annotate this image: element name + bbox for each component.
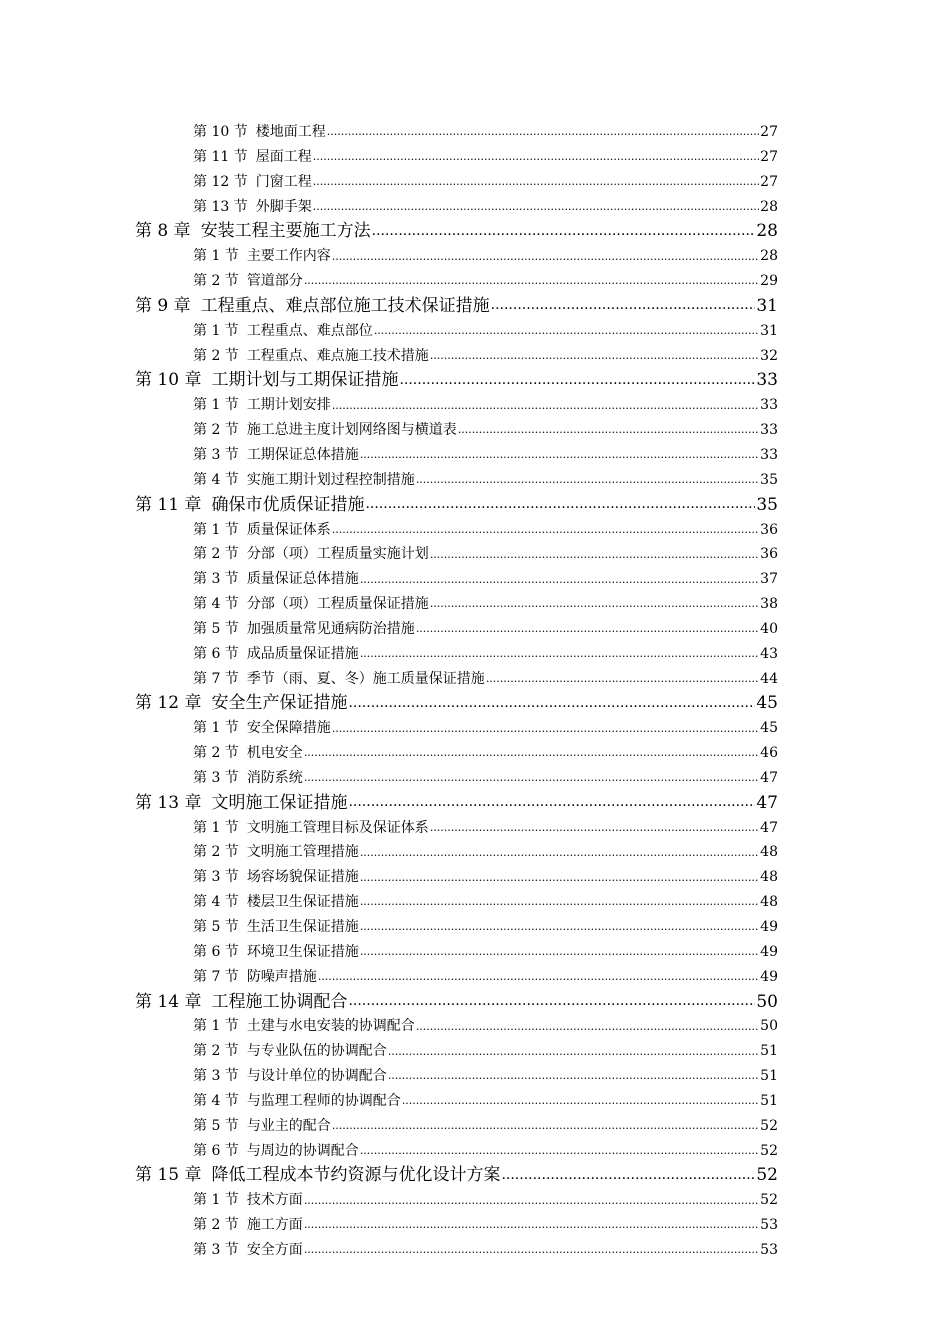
toc-entry-page-number: 48 bbox=[760, 894, 778, 911]
toc-chapter-entry[interactable] bbox=[0, 691, 778, 716]
dot-leader bbox=[313, 197, 759, 211]
toc-entry-title: 土建与水电安装的协调配合 bbox=[246, 1018, 415, 1035]
dot-leader bbox=[318, 967, 759, 981]
dot-leader bbox=[416, 619, 759, 633]
toc-section-entry[interactable] bbox=[0, 890, 778, 915]
toc-entry-title: 降低工程成本节约资源与优化设计方案 bbox=[211, 1165, 501, 1186]
toc-entry-number: 第 1 节 bbox=[193, 1192, 239, 1209]
dot-leader bbox=[304, 1240, 759, 1254]
toc-entry-title: 环境卫生保证措施 bbox=[246, 943, 359, 960]
toc-entry-title: 施工总进主度计划网络图与横道表 bbox=[246, 422, 457, 439]
toc-section-entry[interactable] bbox=[0, 418, 778, 443]
dot-leader bbox=[360, 942, 759, 956]
toc-entry-number: 第 2 节 bbox=[193, 745, 239, 762]
toc-entry-title: 安全生产保证措施 bbox=[211, 693, 348, 714]
dot-leader bbox=[332, 395, 759, 409]
toc-entry-number: 第 1 节 bbox=[193, 1018, 239, 1035]
toc-section-entry[interactable] bbox=[0, 567, 778, 592]
dot-leader bbox=[360, 867, 759, 881]
toc-entry-title: 工程重点、难点部位施工技术保证措施 bbox=[200, 295, 490, 316]
toc-entry-title: 安全方面 bbox=[246, 1241, 303, 1258]
toc-entry-number: 第 3 节 bbox=[193, 769, 239, 786]
dot-leader bbox=[360, 917, 759, 931]
dot-leader bbox=[360, 1141, 759, 1155]
toc-section-entry[interactable] bbox=[0, 915, 778, 940]
toc-entry-number: 第 13 节 bbox=[193, 198, 248, 215]
toc-entry-number: 第 6 节 bbox=[193, 1142, 239, 1159]
toc-entry-title: 防噪声措施 bbox=[246, 968, 317, 985]
toc-entry-number: 第 5 节 bbox=[193, 919, 239, 935]
toc-entry-page-number: 53 bbox=[760, 1217, 778, 1234]
toc-entry-title: 与专业队伍的协调配合 bbox=[246, 1043, 387, 1060]
toc-entry-number: 第 4 节 bbox=[193, 596, 239, 613]
dot-leader bbox=[458, 420, 759, 434]
toc-section-entry[interactable] bbox=[0, 592, 778, 617]
dot-leader bbox=[372, 219, 756, 236]
toc-entry-page-number: 49 bbox=[760, 919, 778, 935]
toc-entry-page-number: 32 bbox=[760, 347, 778, 364]
toc-entry-title: 文明施工保证措施 bbox=[211, 792, 348, 813]
toc-entry-page-number: 36 bbox=[760, 521, 778, 538]
toc-entry-title: 质量保证体系 bbox=[246, 521, 331, 538]
toc-section-entry[interactable] bbox=[0, 244, 778, 269]
toc-entry-title: 工程重点、难点施工技术措施 bbox=[246, 347, 429, 364]
toc-entry-number: 第 3 节 bbox=[193, 1068, 239, 1085]
toc-entry-number: 第 15 章 bbox=[135, 1165, 202, 1186]
toc-entry-page-number: 51 bbox=[760, 1068, 778, 1085]
toc-entry-number: 第 4 节 bbox=[193, 471, 239, 488]
dot-leader bbox=[332, 1116, 759, 1130]
toc-section-entry[interactable] bbox=[0, 716, 778, 741]
toc-entry-page-number: 38 bbox=[760, 596, 778, 613]
toc-section-entry[interactable] bbox=[0, 1014, 778, 1039]
toc-entry-number: 第 14 章 bbox=[135, 991, 202, 1012]
toc-entry-page-number: 33 bbox=[760, 397, 778, 414]
toc-entry-title: 生活卫生保证措施 bbox=[246, 919, 359, 935]
toc-section-entry[interactable] bbox=[0, 393, 778, 418]
dot-leader bbox=[501, 1163, 755, 1180]
toc-entry-title: 成品质量保证措施 bbox=[246, 645, 359, 662]
toc-entry-number: 第 12 节 bbox=[193, 173, 248, 190]
toc-entry-number: 第 2 节 bbox=[193, 1043, 239, 1060]
toc-entry-number: 第 5 节 bbox=[193, 1117, 239, 1134]
dot-leader bbox=[491, 294, 756, 311]
dot-leader bbox=[399, 368, 755, 385]
dot-leader bbox=[360, 842, 759, 856]
toc-section-entry[interactable] bbox=[0, 269, 778, 294]
toc-entry-title: 门窗工程 bbox=[255, 173, 312, 190]
toc-section-entry[interactable] bbox=[0, 1238, 778, 1263]
toc-entry-page-number: 47 bbox=[760, 819, 778, 836]
toc-entry-page-number: 37 bbox=[760, 571, 778, 588]
toc-section-entry[interactable] bbox=[0, 1064, 778, 1089]
toc-entry-number: 第 3 节 bbox=[193, 869, 239, 886]
toc-entry-number: 第 1 节 bbox=[193, 720, 239, 737]
toc-entry-number: 第 5 节 bbox=[193, 620, 239, 637]
toc-section-entry[interactable] bbox=[0, 1114, 778, 1139]
toc-entry-title: 与监理工程师的协调配合 bbox=[246, 1092, 401, 1109]
dot-leader bbox=[332, 246, 759, 260]
dot-leader bbox=[332, 520, 759, 534]
toc-entry-title: 楼层卫生保证措施 bbox=[246, 894, 359, 911]
toc-entry-page-number: 31 bbox=[756, 295, 778, 316]
toc-entry-number: 第 4 节 bbox=[193, 894, 239, 911]
toc-entry-title: 分部（项）工程质量保证措施 bbox=[246, 596, 429, 613]
toc-entry-number: 第 1 节 bbox=[193, 819, 239, 836]
toc-section-entry[interactable] bbox=[0, 145, 778, 170]
toc-entry-number: 第 7 节 bbox=[193, 968, 239, 985]
toc-entry-page-number: 48 bbox=[760, 869, 778, 886]
dot-leader bbox=[360, 892, 759, 906]
toc-entry-title: 外脚手架 bbox=[255, 198, 312, 215]
toc-entry-page-number: 45 bbox=[760, 720, 778, 737]
dot-leader bbox=[388, 1066, 759, 1080]
dot-leader bbox=[365, 493, 755, 510]
toc-entry-page-number: 52 bbox=[760, 1142, 778, 1159]
toc-entry-title: 实施工期计划过程控制措施 bbox=[246, 471, 415, 488]
toc-section-entry[interactable] bbox=[0, 642, 778, 667]
toc-entry-number: 第 2 节 bbox=[193, 347, 239, 364]
toc-entry-page-number: 33 bbox=[760, 422, 778, 439]
toc-chapter-entry[interactable] bbox=[0, 219, 778, 244]
toc-entry-title: 工期计划与工期保证措施 bbox=[211, 370, 399, 391]
toc-entry-title: 楼地面工程 bbox=[255, 124, 326, 140]
toc-entry-title: 施工方面 bbox=[246, 1217, 303, 1234]
toc-entry-title: 工程重点、难点部位 bbox=[246, 322, 373, 339]
toc-chapter-entry[interactable] bbox=[0, 294, 778, 319]
toc-entry-page-number: 27 bbox=[760, 124, 778, 140]
toc-entry-page-number: 53 bbox=[760, 1241, 778, 1258]
toc-entry-number: 第 2 节 bbox=[193, 546, 239, 563]
toc-entry-title: 工期保证总体措施 bbox=[246, 446, 359, 463]
toc-entry-page-number: 31 bbox=[760, 322, 778, 339]
toc-entry-title: 确保市优质保证措施 bbox=[211, 494, 365, 515]
toc-chapter-entry[interactable] bbox=[0, 990, 778, 1015]
toc-entry-page-number: 45 bbox=[756, 693, 778, 714]
dot-leader bbox=[402, 1091, 759, 1105]
toc-entry-title: 机电安全 bbox=[246, 745, 303, 762]
toc-entry-page-number: 33 bbox=[760, 446, 778, 463]
toc-entry-number: 第 3 节 bbox=[193, 571, 239, 588]
toc-entry-page-number: 48 bbox=[760, 844, 778, 861]
toc-entry-page-number: 33 bbox=[756, 370, 778, 391]
toc-entry-page-number: 46 bbox=[760, 745, 778, 762]
dot-leader bbox=[313, 172, 759, 186]
toc-section-entry[interactable] bbox=[0, 741, 778, 766]
toc-chapter-entry[interactable] bbox=[0, 791, 778, 816]
toc-entry-page-number: 36 bbox=[760, 546, 778, 563]
toc-entry-page-number: 28 bbox=[760, 198, 778, 215]
toc-entry-title: 与周边的协调配合 bbox=[246, 1142, 359, 1159]
toc-entry-number: 第 2 节 bbox=[193, 422, 239, 439]
dot-leader bbox=[327, 122, 759, 136]
toc-entry-page-number: 49 bbox=[760, 943, 778, 960]
toc-entry-page-number: 50 bbox=[760, 1018, 778, 1035]
toc-entry-title: 质量保证总体措施 bbox=[246, 571, 359, 588]
toc-entry-number: 第 1 节 bbox=[193, 521, 239, 538]
dot-leader bbox=[332, 718, 759, 732]
dot-leader bbox=[416, 470, 759, 484]
toc-chapter-entry[interactable] bbox=[0, 368, 778, 393]
dot-leader bbox=[348, 990, 755, 1007]
toc-entry-page-number: 44 bbox=[760, 670, 778, 687]
toc-entry-title: 消防系统 bbox=[246, 769, 303, 786]
toc-section-entry[interactable] bbox=[0, 617, 778, 642]
dot-leader bbox=[348, 791, 755, 808]
toc-entry-title: 技术方面 bbox=[246, 1192, 303, 1209]
table-of-contents bbox=[0, 120, 950, 1263]
toc-entry-number: 第 2 节 bbox=[193, 1217, 239, 1234]
dot-leader bbox=[388, 1041, 759, 1055]
toc-entry-title: 季节（雨、夏、冬）施工质量保证措施 bbox=[246, 670, 485, 687]
dot-leader bbox=[304, 743, 759, 757]
toc-section-entry[interactable] bbox=[0, 120, 778, 145]
toc-entry-number: 第 9 章 bbox=[135, 295, 191, 316]
toc-section-entry[interactable] bbox=[0, 344, 778, 369]
toc-entry-page-number: 28 bbox=[756, 221, 778, 242]
toc-section-entry[interactable] bbox=[0, 468, 778, 493]
toc-entry-number: 第 8 章 bbox=[135, 221, 191, 242]
dot-leader bbox=[313, 147, 759, 161]
toc-entry-number: 第 10 章 bbox=[135, 370, 202, 391]
toc-section-entry[interactable] bbox=[0, 1139, 778, 1164]
toc-entry-page-number: 52 bbox=[760, 1192, 778, 1209]
toc-section-entry[interactable] bbox=[0, 840, 778, 865]
toc-entry-page-number: 47 bbox=[756, 792, 778, 813]
toc-entry-title: 文明施工管理措施 bbox=[246, 844, 359, 861]
toc-section-entry[interactable] bbox=[0, 667, 778, 692]
toc-chapter-entry[interactable] bbox=[0, 493, 778, 518]
toc-section-entry[interactable] bbox=[0, 319, 778, 344]
toc-entry-number: 第 3 节 bbox=[193, 446, 239, 463]
dot-leader bbox=[360, 445, 759, 459]
toc-entry-page-number: 35 bbox=[756, 494, 778, 515]
toc-section-entry[interactable] bbox=[0, 816, 778, 841]
toc-entry-page-number: 43 bbox=[760, 645, 778, 662]
toc-entry-title: 分部（项）工程质量实施计划 bbox=[246, 546, 429, 563]
toc-section-entry[interactable] bbox=[0, 195, 778, 220]
toc-entry-page-number: 27 bbox=[760, 148, 778, 165]
toc-section-entry[interactable] bbox=[0, 518, 778, 543]
toc-entry-title: 工程施工协调配合 bbox=[211, 991, 348, 1012]
toc-entry-number: 第 11 节 bbox=[193, 148, 248, 165]
toc-entry-page-number: 52 bbox=[760, 1117, 778, 1134]
toc-entry-page-number: 51 bbox=[760, 1092, 778, 1109]
toc-entry-page-number: 47 bbox=[760, 769, 778, 786]
toc-entry-title: 屋面工程 bbox=[255, 148, 312, 165]
toc-section-entry[interactable] bbox=[0, 542, 778, 567]
toc-entry-page-number: 40 bbox=[760, 620, 778, 637]
dot-leader bbox=[430, 346, 759, 360]
dot-leader bbox=[430, 544, 759, 558]
toc-entry-title: 工期计划安排 bbox=[246, 397, 331, 414]
dot-leader bbox=[416, 1016, 759, 1030]
toc-entry-number: 第 2 节 bbox=[193, 844, 239, 861]
toc-entry-number: 第 6 节 bbox=[193, 645, 239, 662]
toc-section-entry[interactable] bbox=[0, 766, 778, 791]
toc-entry-number: 第 4 节 bbox=[193, 1092, 239, 1109]
toc-entry-number: 第 1 节 bbox=[193, 397, 239, 414]
dot-leader bbox=[374, 321, 759, 335]
toc-entry-title: 与业主的配合 bbox=[246, 1117, 331, 1134]
toc-section-entry[interactable] bbox=[0, 1213, 778, 1238]
toc-entry-title: 安装工程主要施工方法 bbox=[200, 221, 371, 242]
toc-entry-number: 第 1 节 bbox=[193, 248, 239, 265]
toc-section-entry[interactable] bbox=[0, 1188, 778, 1213]
toc-section-entry[interactable] bbox=[0, 1039, 778, 1064]
dot-leader bbox=[360, 644, 759, 658]
toc-entry-number: 第 12 章 bbox=[135, 693, 202, 714]
dot-leader bbox=[430, 818, 759, 832]
toc-entry-title: 安全保障措施 bbox=[246, 720, 331, 737]
toc-chapter-entry[interactable] bbox=[0, 1163, 778, 1188]
toc-entry-number: 第 11 章 bbox=[135, 494, 202, 515]
toc-entry-title: 加强质量常见通病防治措施 bbox=[246, 620, 415, 637]
toc-entry-page-number: 35 bbox=[760, 471, 778, 488]
toc-entry-number: 第 13 章 bbox=[135, 792, 202, 813]
toc-entry-title: 与设计单位的协调配合 bbox=[246, 1068, 387, 1085]
toc-entry-page-number: 27 bbox=[760, 173, 778, 190]
toc-entry-title: 场容场貌保证措施 bbox=[246, 869, 359, 886]
toc-entry-number: 第 3 节 bbox=[193, 1241, 239, 1258]
dot-leader bbox=[486, 669, 759, 683]
toc-entry-page-number: 50 bbox=[756, 991, 778, 1012]
dot-leader bbox=[360, 569, 759, 583]
dot-leader bbox=[430, 594, 759, 608]
toc-entry-page-number: 49 bbox=[760, 968, 778, 985]
toc-entry-number: 第 10 节 bbox=[193, 124, 248, 140]
toc-entry-number: 第 2 节 bbox=[193, 273, 239, 290]
dot-leader bbox=[348, 691, 755, 708]
dot-leader bbox=[304, 768, 759, 782]
dot-leader bbox=[304, 1190, 759, 1204]
dot-leader bbox=[304, 271, 759, 285]
toc-entry-title: 管道部分 bbox=[246, 273, 303, 290]
toc-section-entry[interactable] bbox=[0, 940, 778, 965]
toc-entry-number: 第 1 节 bbox=[193, 322, 239, 339]
toc-section-entry[interactable] bbox=[0, 443, 778, 468]
toc-entry-page-number: 51 bbox=[760, 1043, 778, 1060]
toc-entry-number: 第 7 节 bbox=[193, 670, 239, 687]
toc-section-entry[interactable] bbox=[0, 965, 778, 990]
toc-entry-title: 文明施工管理目标及保证体系 bbox=[246, 819, 429, 836]
toc-entry-page-number: 28 bbox=[760, 248, 778, 265]
toc-entry-title: 主要工作内容 bbox=[246, 248, 331, 265]
toc-entry-page-number: 52 bbox=[756, 1165, 778, 1186]
toc-section-entry[interactable] bbox=[0, 1089, 778, 1114]
toc-section-entry[interactable] bbox=[0, 865, 778, 890]
dot-leader bbox=[304, 1215, 759, 1229]
toc-entry-number: 第 6 节 bbox=[193, 943, 239, 960]
toc-entry-page-number: 29 bbox=[760, 273, 778, 290]
toc-section-entry[interactable] bbox=[0, 170, 778, 195]
